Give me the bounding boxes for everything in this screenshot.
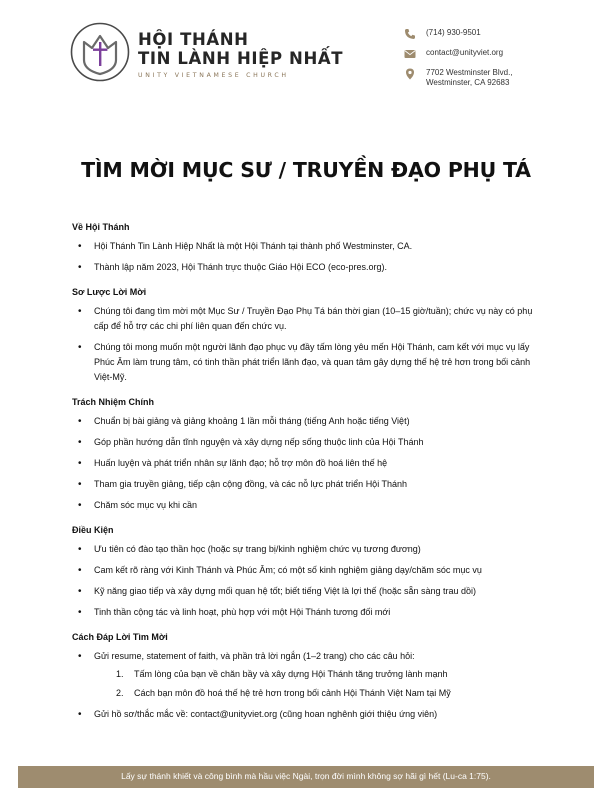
email-icon bbox=[404, 48, 416, 60]
list-item: • Chuẩn bị bài giảng và giảng khoảng 1 lần mỗi tháng (tiếng Anh hoặc tiếng Việt) bbox=[72, 414, 542, 429]
contact-address-row bbox=[404, 68, 513, 88]
page-title: TÌM MỜI MỤC SƯ / TRUYỀN ĐẠO PHỤ TÁ bbox=[81, 158, 531, 182]
location-pin-icon bbox=[404, 68, 416, 80]
list-item: • Huấn luyện và phát triển nhân sự lãnh đạo; hỗ trợ môn đồ hoá liên thế hệ bbox=[72, 456, 542, 471]
list-item: • Cam kết rõ ràng với Kinh Thánh và Phúc Âm; có một số kinh nghiệm giảng dạy/chăm sóc mục vụ bbox=[72, 563, 542, 578]
church-name-line1: HỘI THÁNH bbox=[138, 30, 249, 49]
section-heading: Cách Đáp Lời Tìm Mời bbox=[72, 632, 168, 642]
list-item: • Tham gia truyền giảng, tiếp cận cộng đồng, và các nỗ lực phát triển Hội Thánh bbox=[72, 477, 542, 492]
section-heading: Điều Kiện bbox=[72, 525, 114, 535]
item-text: Tấm lòng của bạn về chăn bầy và xây dựng Hội Thánh tăng trưởng lành mạnh bbox=[134, 669, 448, 679]
list-item: • Chăm sóc mục vụ khi cần bbox=[72, 498, 542, 513]
bullet-list bbox=[72, 414, 542, 513]
address-line1: 7702 Westminster Blvd., bbox=[426, 68, 513, 77]
section-heading: Trách Nhiệm Chính bbox=[72, 397, 155, 407]
church-tagline: UNITY VIETNAMESE CHURCH bbox=[138, 72, 289, 79]
numbered-list bbox=[94, 667, 542, 701]
section-heading: Về Hội Thánh bbox=[72, 222, 130, 232]
section-heading: Sơ Lược Lời Mời bbox=[72, 287, 147, 297]
section-apply bbox=[72, 630, 542, 722]
address-line2: Westminster, CA 92683 bbox=[426, 78, 510, 87]
list-item bbox=[72, 649, 542, 701]
list-item: • Chúng tôi mong muốn một người lãnh đạo phục vụ đầy tấm lòng yêu mến Hội Thánh, cam kết với mục vụ lấy Phúc Âm làm trung tâm, có tinh thần phát triển lãnh đạo, và quan tâm gây dựng thế hệ trẻ hơn trong bối cảnh Việt-Mỹ. bbox=[72, 340, 542, 385]
section-duties bbox=[72, 395, 542, 513]
item-number: 2. bbox=[116, 688, 124, 698]
church-name-block bbox=[138, 30, 343, 79]
list-item: • Kỹ năng giao tiếp và xây dựng mối quan hệ tốt; biết tiếng Việt là lợi thế (hoặc sẵn sàng trau dồi) bbox=[72, 584, 542, 599]
list-item: • Gửi hồ sơ/thắc mắc về: contact@unityviet.org (cũng hoan nghênh giới thiệu ứng viên) bbox=[72, 707, 542, 722]
list-item: • Thành lập năm 2023, Hội Thánh trực thuộc Giáo Hội ECO (eco-pres.org). bbox=[72, 260, 542, 275]
list-item-text: Gửi resume, statement of faith, và phần trả lời ngắn (1–2 trang) cho các câu hỏi: bbox=[94, 651, 415, 661]
list-item: • Hội Thánh Tin Lành Hiệp Nhất là một Hội Thánh tại thành phố Westminster, CA. bbox=[72, 239, 542, 254]
logo-cross-icon bbox=[70, 22, 130, 82]
section-requirements bbox=[72, 523, 542, 620]
church-name-line2: TIN LÀNH HIỆP NHẤT bbox=[138, 49, 344, 68]
item-text: Cách bạn môn đồ hoá thế hệ trẻ hơn trong bối cảnh Hội Thánh Việt Nam tại Mỹ bbox=[134, 688, 451, 698]
numbered-item bbox=[94, 667, 542, 682]
footer-banner bbox=[18, 766, 594, 788]
document-body bbox=[72, 220, 542, 732]
item-number: 1. bbox=[116, 669, 124, 679]
contact-address bbox=[426, 68, 513, 88]
footer-verse: Lấy sự thánh khiết và công bình mà hầu việc Ngài, trọn đời mình không sợ hãi gì hết (Lu-ca 1:75). bbox=[121, 771, 491, 781]
bullet-list bbox=[72, 649, 542, 722]
phone-icon bbox=[404, 28, 416, 40]
contact-email[interactable]: contact@unityviet.org bbox=[426, 48, 504, 57]
contact-phone: (714) 930-9501 bbox=[426, 28, 481, 37]
contact-email-row bbox=[404, 48, 513, 60]
section-about bbox=[72, 220, 542, 275]
bullet-list bbox=[72, 239, 542, 275]
list-item: • Tinh thần cộng tác và linh hoạt, phù hợp với một Hội Thánh tương đối mới bbox=[72, 605, 542, 620]
bullet-list bbox=[72, 304, 542, 385]
section-summary bbox=[72, 285, 542, 385]
list-item: • Ưu tiên có đào tạo thần học (hoặc sự trang bị/kinh nghiệm chức vụ tương đương) bbox=[72, 542, 542, 557]
numbered-item bbox=[94, 686, 542, 701]
list-item: • Góp phần hướng dẫn tĩnh nguyện và xây dựng nếp sống thuộc linh của Hội Thánh bbox=[72, 435, 542, 450]
contact-block bbox=[404, 28, 513, 96]
contact-phone-row bbox=[404, 28, 513, 40]
list-item: • Chúng tôi đang tìm mời một Mục Sư / Truyền Đạo Phụ Tá bán thời gian (10–15 giờ/tuần); chức vụ này có phụ cấp để hỗ trợ các chi phí liên quan đến chức vụ. bbox=[72, 304, 542, 334]
bullet-list bbox=[72, 542, 542, 620]
